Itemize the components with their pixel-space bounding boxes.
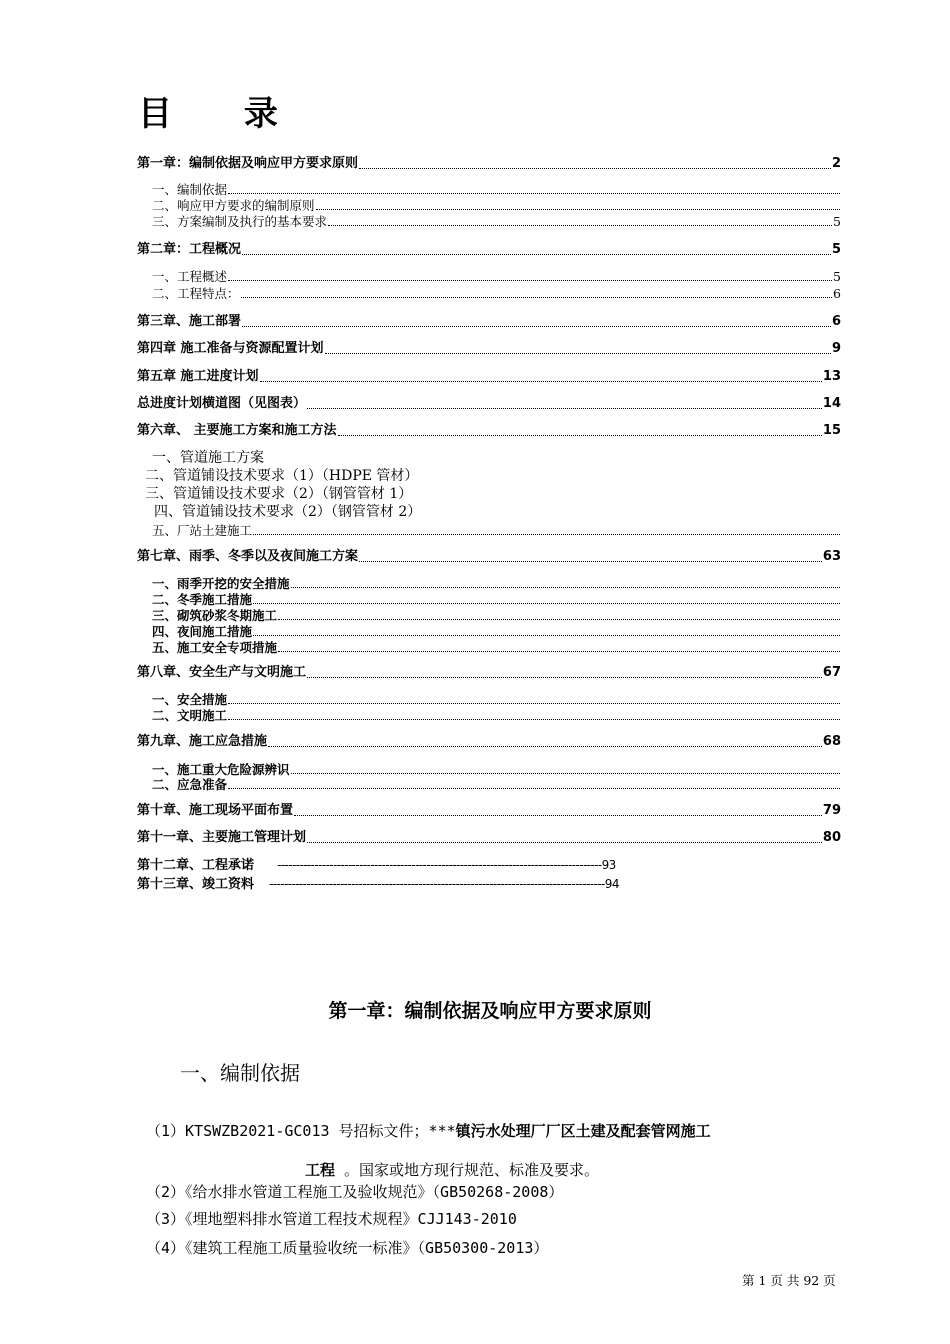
toc-entry[interactable]: 五、施工安全专项措施 xyxy=(152,640,841,655)
toc-title: 目 录 xyxy=(138,94,308,134)
section-heading: 一、编制依据 xyxy=(180,1061,300,1085)
reference-item: （2）《给水排水管道工程施工及验收规范》（GB50268-2008） xyxy=(146,1183,564,1201)
toc-entry[interactable]: 二、应急准备 xyxy=(152,777,841,792)
toc-entry[interactable]: 第六章、 主要施工方案和施工方法 15 xyxy=(137,423,841,438)
toc-entry[interactable]: 一、工程概述 5 xyxy=(152,269,841,284)
toc-entry[interactable]: 第十二章、工程承诺 ---------------------------------------------------------------------------------------93 xyxy=(137,858,616,873)
toc-entry[interactable]: 一、雨季开挖的安全措施 xyxy=(152,576,841,591)
toc-entry[interactable]: 四、管道铺设技术要求（2）（钢管管材 2） xyxy=(154,504,422,520)
toc-entry[interactable]: 第十章、施工现场平面布置 79 xyxy=(137,803,841,818)
toc-entry[interactable]: 二、管道铺设技术要求（1）（HDPE 管材） xyxy=(145,468,419,484)
toc-entry[interactable]: 第一章：编制依据及响应甲方要求原则 2 xyxy=(137,156,841,171)
reference-item-continued: 工程 。国家或地方现行规范、标准及要求。 xyxy=(305,1161,600,1179)
toc-entry[interactable]: 第十三章、竣工资料 ------------------------------------------------------------------------------------------94 xyxy=(137,877,619,892)
toc-entry[interactable]: 第三章、施工部署 6 xyxy=(137,314,841,329)
toc-entry[interactable]: 二、响应甲方要求的编制原则 xyxy=(152,198,841,213)
toc-entry[interactable]: 一、管道施工方案 xyxy=(152,450,264,466)
toc-entry[interactable]: 五、厂站土建施工 xyxy=(152,523,841,538)
toc-entry[interactable]: 一、施工重大危险源辨识 xyxy=(152,762,841,777)
toc-entry[interactable]: 一、安全措施 xyxy=(152,692,841,707)
toc-entry[interactable]: 二、文明施工 xyxy=(152,708,841,723)
reference-item: （4）《建筑工程施工质量验收统一标准》（GB50300-2013） xyxy=(146,1239,549,1257)
toc-entry[interactable]: 三、砌筑砂浆冬期施工 xyxy=(152,608,841,623)
toc-entry[interactable]: 第九章、施工应急措施 68 xyxy=(137,734,841,749)
chapter-heading: 第一章：编制依据及响应甲方要求原则 xyxy=(328,1000,652,1022)
toc-entry[interactable]: 第二章：工程概况 5 xyxy=(137,242,841,257)
toc-entry[interactable]: 四、夜间施工措施 xyxy=(152,624,841,639)
toc-entry[interactable]: 三、管道铺设技术要求（2）（钢管管材 1） xyxy=(145,486,413,502)
toc-entry[interactable]: 三、方案编制及执行的基本要求 5 xyxy=(152,214,841,229)
reference-item: （1）KTSWZB2021-GC013 号招标文件；***镇污水处理厂厂区土建及配套管网施工 xyxy=(146,1122,711,1140)
toc-entry[interactable]: 二、工程特点： 6 xyxy=(152,286,841,301)
toc-entry[interactable]: 总进度计划横道图（见图表） 14 xyxy=(137,396,841,411)
toc-entry[interactable]: 二、冬季施工措施 xyxy=(152,592,841,607)
toc-entry[interactable]: 第五章 施工进度计划 13 xyxy=(137,369,841,384)
toc-entry[interactable]: 第八章、安全生产与文明施工 67 xyxy=(137,665,841,680)
reference-item: （3）《埋地塑料排水管道工程技术规程》CJJ143-2010 xyxy=(146,1210,517,1228)
toc-entry[interactable]: 第十一章、主要施工管理计划 80 xyxy=(137,830,841,845)
toc-entry[interactable]: 第七章、雨季、冬季以及夜间施工方案 63 xyxy=(137,549,841,564)
toc-entry[interactable]: 第四章 施工准备与资源配置计划 9 xyxy=(137,341,841,356)
toc-entry[interactable]: 一、编制依据 xyxy=(152,182,841,197)
page-footer: 第 1 页 共 92 页 xyxy=(742,1273,836,1288)
